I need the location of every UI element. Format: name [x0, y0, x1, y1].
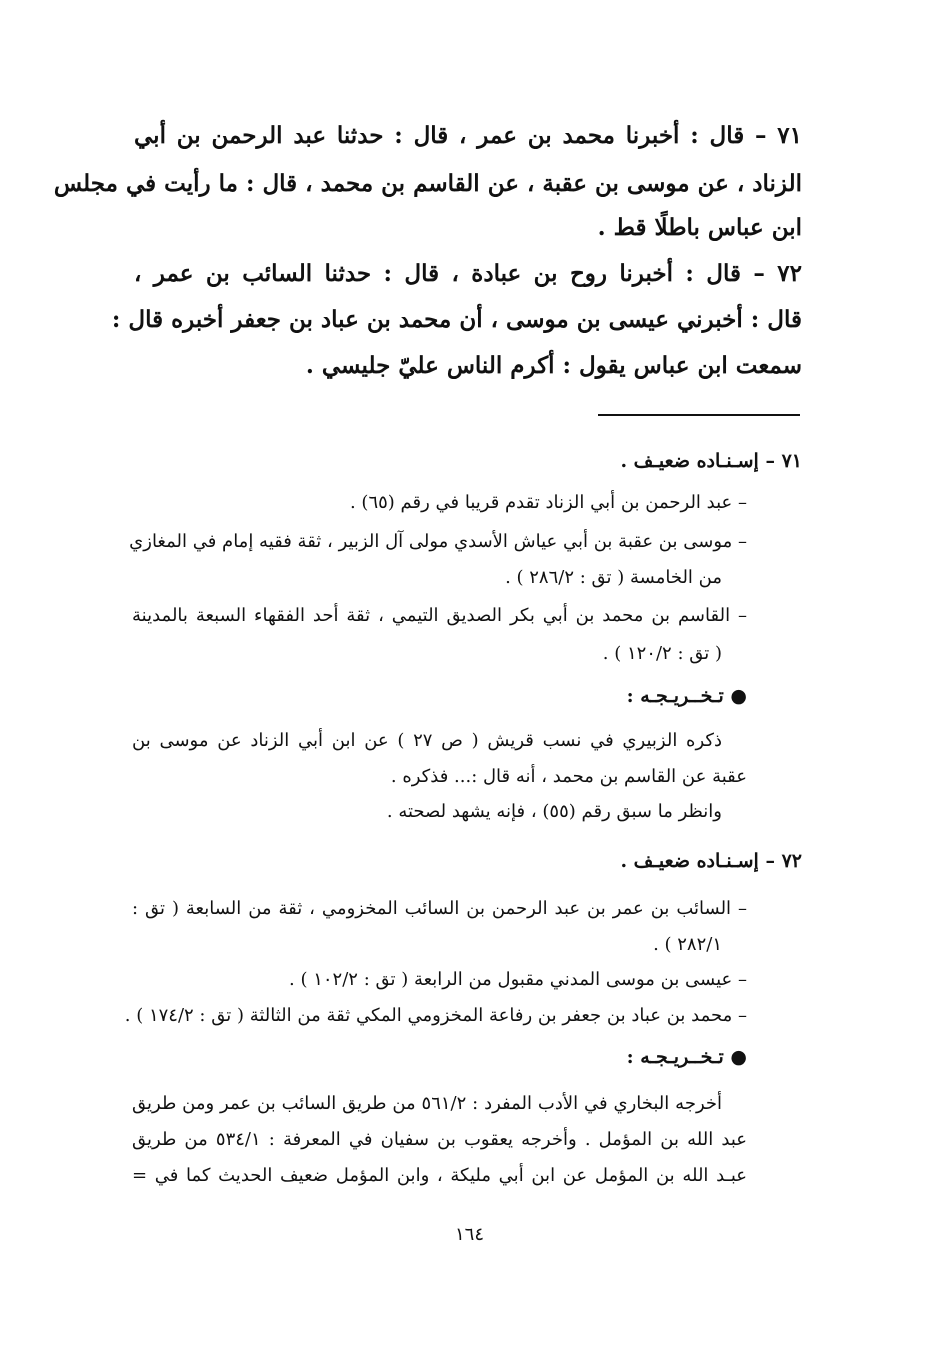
main-text-line: ٧١ – قال : أخبرنا محمد بن عمر ، قال : حدثنا عبد الرحمن بن أبي: [134, 122, 802, 149]
footnote-separator: [598, 414, 800, 416]
takhrij-line: عبد الله بن المؤمل . وأخرجه يعقوب بن سفيان في المعرفة : ٥٣٤/١ من طريق: [132, 1129, 747, 1150]
note-heading: ٧١ – إسـنـاده ضعيـف .: [620, 450, 802, 472]
takhrij-heading: ● تـخــريـجـه :: [626, 1046, 747, 1068]
note-line: – القاسم بن محمد بن أبي بكر الصديق التيمي ، ثقة أحد الفقهاء السبعة بالمدينة: [132, 605, 747, 626]
note-line: – السائب بن عمر بن عبد الرحمن بن السائب المخزومي ، ثقة من السابعة ( تق :: [132, 898, 747, 919]
note-line: – موسى بن عقبة بن أبي عياش الأسدي مولى آل الزبير ، ثقة فقيه إمام في المغازي: [129, 531, 747, 552]
takhrij-line: وانظر ما سبق رقم (٥٥) ، فإنه يشهد لصحته .: [386, 801, 722, 822]
note-line: من الخامسة ( تق : ٢٨٦/٢ ) .: [505, 567, 722, 588]
note-heading: ٧٢ – إسـنـاده ضعيـف .: [620, 850, 802, 872]
main-text-line: قال : أخبرني عيسى بن موسى ، أن محمد بن عباد بن جعفر أخبره قال :: [111, 306, 802, 333]
note-line: – عيسى بن موسى المدني مقبول من الرابعة ( تق : ١٠٢/٢ ) .: [289, 969, 747, 990]
main-text-line: الزناد ، عن موسى بن عقبة ، عن القاسم بن محمد ، قال : ما رأيت في مجلس: [53, 170, 802, 197]
note-line: ٢٨٢/١ ) .: [653, 934, 722, 955]
takhrij-line: عبـد الله بن المؤمل عن ابن أبي مليكة ، وابن المؤمل ضعيف الحديث كما في =: [132, 1165, 747, 1186]
note-line: ( تق : ١٢٠/٢ ) .: [602, 643, 722, 664]
takhrij-heading: ● تـخــريـجـه :: [626, 685, 747, 707]
takhrij-line: عقبة عن القاسم بن محمد ، أنه قال :... فذكره .: [390, 766, 747, 787]
note-line: – عبد الرحمن بن أبي الزناد تقدم قريبا في رقم (٦٥) .: [349, 492, 747, 513]
takhrij-line: ذكره الزبيري في نسب قريش ( ص ٢٧ ) عن ابن أبي الزناد عن موسى بن: [132, 730, 722, 751]
main-text-line: سمعت ابن عباس يقول : أكرم الناس عليّ جليسي .: [305, 352, 802, 379]
note-line: – محمد بن عباد بن جعفر بن رفاعة المخزومي المكي ثقة من الثالثة ( تق : ١٧٤/٢ ) .: [124, 1005, 747, 1026]
takhrij-line: أخرجه البخاري في الأدب المفرد : ٥٦١/٢ من طريق السائب بن عمر ومن طريق: [132, 1093, 723, 1114]
main-text-line: ٧٢ – قال : أخبرنا روح بن عبادة ، قال : حدثنا السائب بن عمر ،: [134, 260, 802, 287]
main-text-line: ابن عباس باطلًا قط .: [597, 214, 802, 241]
page-number: ١٦٤: [454, 1224, 484, 1245]
